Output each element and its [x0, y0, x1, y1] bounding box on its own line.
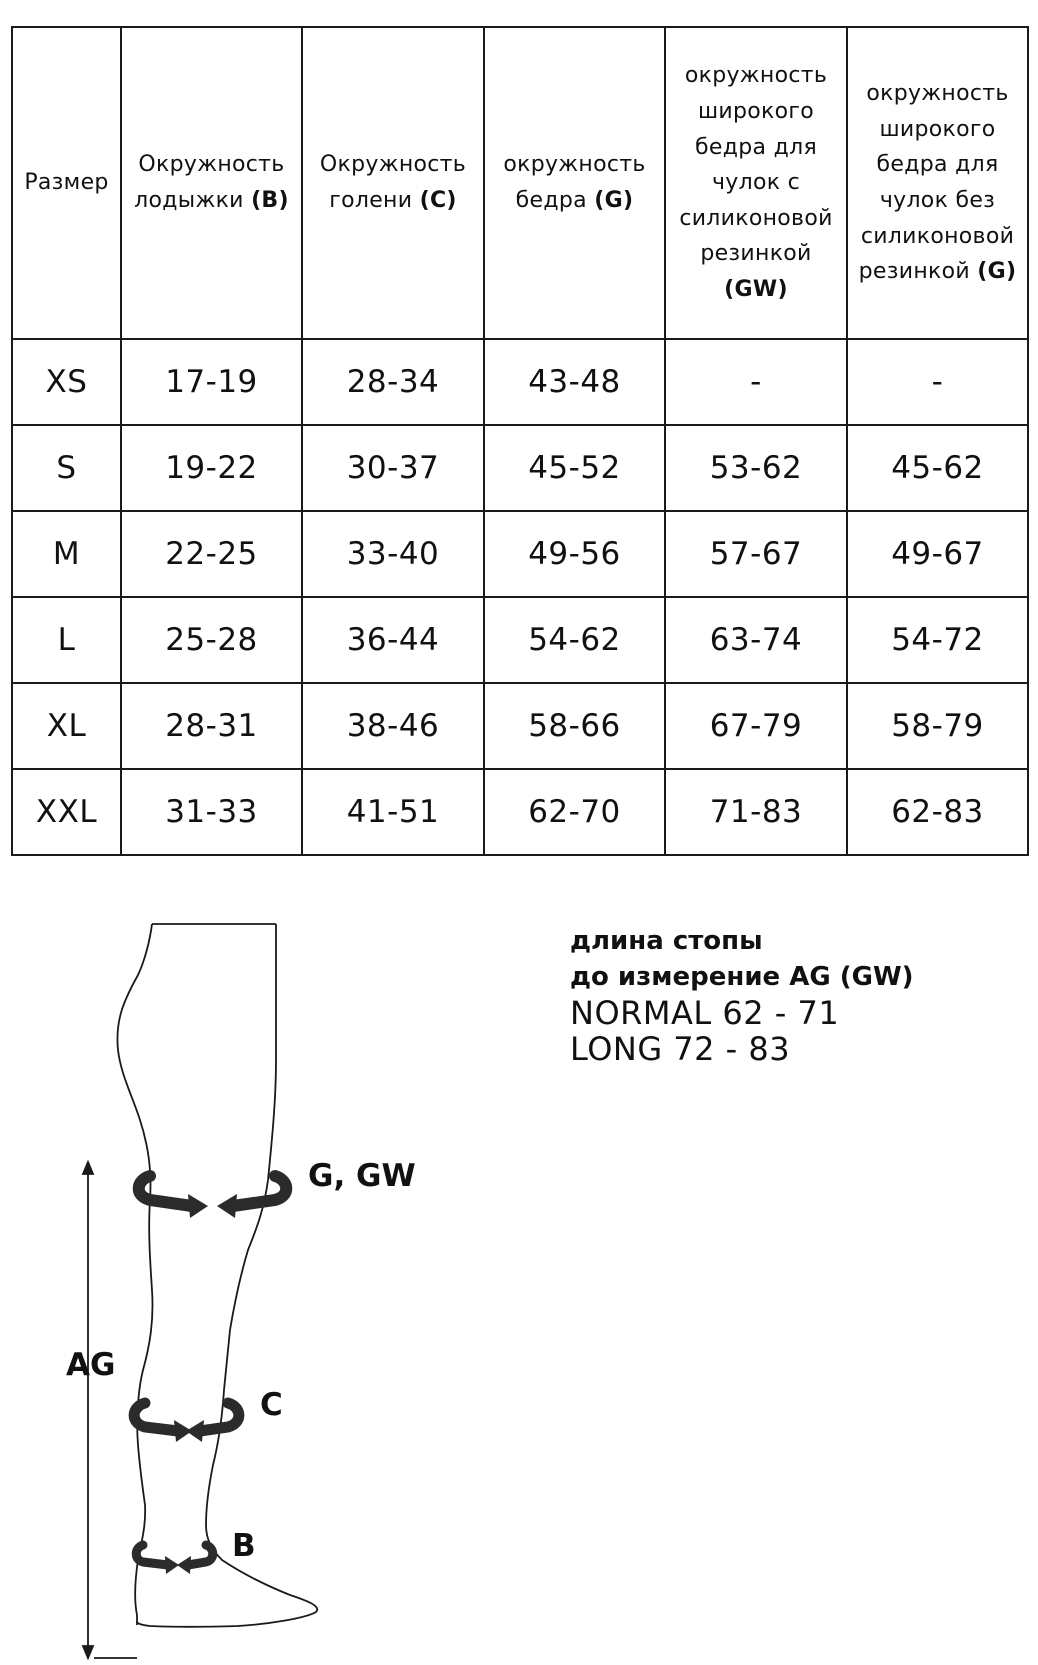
label-thigh-g-gw: G, GW	[308, 1158, 416, 1194]
table-header-row	[12, 27, 1028, 339]
leg-measurement-diagram	[0, 900, 520, 1665]
table-row	[12, 339, 1028, 425]
cell-wide-thigh-no-silicone: -	[847, 339, 1028, 425]
cell-size: M	[12, 511, 121, 597]
calf-arrowheads-icon	[174, 1420, 204, 1442]
thigh-arrowheads-icon	[188, 1194, 237, 1218]
cell-wide-thigh-no-silicone: 54-72	[847, 597, 1028, 683]
ag-arrow-up-icon	[83, 1162, 93, 1174]
cell-thigh: 58-66	[484, 683, 665, 769]
table-row	[12, 425, 1028, 511]
cell-ankle: 19-22	[121, 425, 302, 511]
cell-wide-thigh-silicone: 67-79	[665, 683, 847, 769]
header-thigh-code: (G)	[594, 188, 634, 213]
header-wide-thigh-no-silicone-text: окружность широкого бедра для чулок без силиконовой резинкой	[858, 81, 1015, 285]
header-size	[12, 27, 121, 339]
cell-thigh: 54-62	[484, 597, 665, 683]
cell-thigh: 62-70	[484, 769, 665, 855]
ankle-arrows-icon	[136, 1545, 213, 1565]
size-chart-table	[11, 26, 1029, 856]
note-line-1: длина стопы	[570, 926, 763, 956]
table-row	[12, 683, 1028, 769]
table-row	[12, 597, 1028, 683]
cell-calf: 33-40	[302, 511, 484, 597]
header-ankle	[121, 27, 302, 339]
cell-size: L	[12, 597, 121, 683]
cell-size: XXL	[12, 769, 121, 855]
header-wide-thigh-silicone-text: окружность широкого бедра для чулок с силиконовой резинкой	[679, 63, 833, 267]
table-row	[12, 511, 1028, 597]
header-size-text: Размер	[24, 170, 109, 196]
cell-thigh: 43-48	[484, 339, 665, 425]
ankle-arrowheads-icon	[165, 1556, 191, 1574]
header-wide-thigh-silicone	[665, 27, 847, 339]
header-wide-thigh-silicone-code: (GW)	[724, 277, 788, 303]
label-ag: AG	[66, 1347, 116, 1383]
leg-outline	[117, 924, 317, 1627]
cell-ankle: 22-25	[121, 511, 302, 597]
cell-calf: 38-46	[302, 683, 484, 769]
label-ankle-b: B	[232, 1528, 256, 1564]
cell-size: XS	[12, 339, 121, 425]
cell-ankle: 28-31	[121, 683, 302, 769]
note-line-2: до измерение AG (GW)	[570, 962, 914, 992]
cell-ankle: 25-28	[121, 597, 302, 683]
cell-wide-thigh-silicone: 71-83	[665, 769, 847, 855]
cell-ankle: 31-33	[121, 769, 302, 855]
label-calf-c: C	[260, 1387, 283, 1423]
cell-thigh: 45-52	[484, 425, 665, 511]
cell-thigh: 49-56	[484, 511, 665, 597]
cell-wide-thigh-silicone: 63-74	[665, 597, 847, 683]
cell-wide-thigh-no-silicone: 62-83	[847, 769, 1028, 855]
ag-measure-line	[83, 1162, 137, 1658]
header-ankle-text: Окружность лодыжки	[134, 152, 285, 213]
cell-wide-thigh-silicone: 57-67	[665, 511, 847, 597]
note-line-long: LONG 72 - 83	[570, 1030, 791, 1068]
cell-wide-thigh-silicone: 53-62	[665, 425, 847, 511]
cell-wide-thigh-no-silicone: 45-62	[847, 425, 1028, 511]
cell-size: XL	[12, 683, 121, 769]
cell-calf: 36-44	[302, 597, 484, 683]
header-calf	[302, 27, 484, 339]
ag-arrow-down-icon	[83, 1646, 93, 1658]
note-line-normal: NORMAL 62 - 71	[570, 994, 840, 1032]
cell-calf: 41-51	[302, 769, 484, 855]
header-calf-text: Окружность голени	[319, 152, 467, 213]
foot-length-note	[570, 923, 914, 1067]
cell-ankle: 17-19	[121, 339, 302, 425]
header-wide-thigh-no-silicone-code: (G)	[977, 259, 1017, 285]
thigh-arrows-icon	[139, 1176, 287, 1206]
header-ankle-code: (B)	[251, 188, 289, 213]
cell-wide-thigh-no-silicone: 49-67	[847, 511, 1028, 597]
header-wide-thigh-no-silicone	[847, 27, 1028, 339]
cell-wide-thigh-silicone: -	[665, 339, 847, 425]
header-thigh-text: окружность бедра	[503, 152, 646, 213]
header-calf-code: (C)	[419, 188, 457, 213]
cell-wide-thigh-no-silicone: 58-79	[847, 683, 1028, 769]
cell-calf: 30-37	[302, 425, 484, 511]
cell-size: S	[12, 425, 121, 511]
header-thigh	[484, 27, 665, 339]
table-row	[12, 769, 1028, 855]
cell-calf: 28-34	[302, 339, 484, 425]
